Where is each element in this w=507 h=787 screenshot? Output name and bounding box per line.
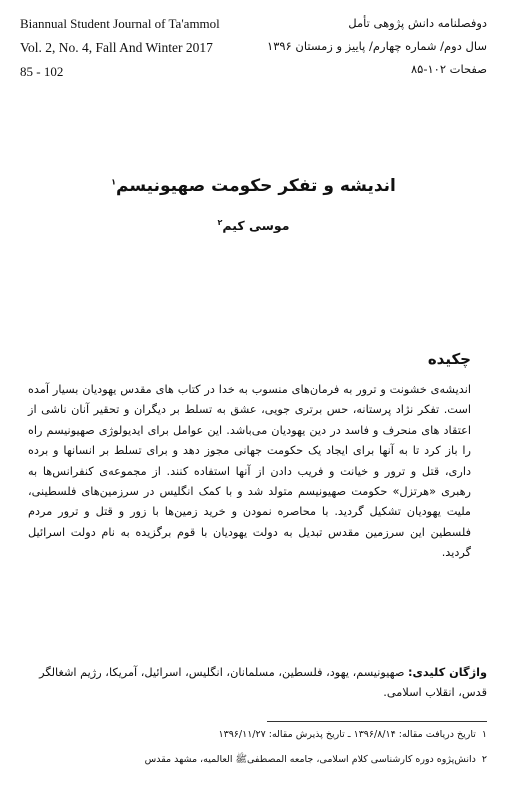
journal-name-fa: دوفصلنامه دانش پژوهی تأمل — [348, 16, 487, 30]
author-name-text: موسی کیم — [222, 218, 290, 234]
header-persian — [257, 14, 487, 78]
page-range-fa: صفحات ۱۰۲-۸۵ — [410, 62, 487, 76]
article-title — [0, 176, 507, 196]
footnote-2 — [24, 753, 487, 767]
abstract-heading: چکیده — [427, 350, 471, 368]
header-english — [20, 15, 260, 81]
author-name — [0, 218, 507, 233]
journal-name-en: Biannual Student Journal of Ta'ammol — [20, 16, 220, 31]
author-footnote-marker: ۲ — [217, 218, 223, 227]
abstract-body: اندیشه‌ی خشونت و ترور به فرمان‌های منسوب به خدا در کتاب های مقدس یهودیان بسیار آمده است. تفکر نژاد پرستانه، حس برتری جویی، عشق به تسلط بر دیگران و تحقیر آنان ناشی از اعتقاد های منحرف و فاسد در دین یهودیان می‌باشد. این عوامل برای ایدیولوژی صهیونیسم راه را باز کرد تا به آنها برای ایجاد یک حکومت جهانی مجوز دهد و برای تسلط بر انسانها و برده داری، قتل و ترور و خیانت و فریب دادن از آنها استفاده کنند. از مجموعه‌ی کنفرانس‌ها به رهبری «هرتزل» حکومت صهیونیسم متولد شد و با کمک انگلیس در سرزمین‌های فلسطینی، ملیت یهودیان تشکیل گردید. با محاصره نمودن و خرید زمین‌ها با زور و قتل و ترور مردم فلسطین این سرزمین مقدس تبدیل به دولت یهودیان با قوم برگزیده به نام دولت اسرائیل گردید. — [28, 383, 471, 560]
keywords-label: واژگان کلیدی: — [408, 666, 487, 679]
keywords — [24, 663, 487, 703]
keywords-text: صهیونیسم، یهود، فلسطین، مسلمانان، انگلیس، اسرائیل، آمریکا، رژیم اشغالگر قدس، انقلاب اسلامی. — [39, 666, 487, 699]
footnote-1 — [24, 729, 487, 740]
footnote-1-text: تاریخ دریافت مقاله: ۱۳۹۶/۸/۱۴ ـ تاریخ پذیرش مقاله: ۱۳۹۶/۱۱/۲۷ — [218, 729, 476, 740]
footnote-2-text: دانش‌پژوه دوره کارشناسی کلام اسلامی، جامعه المصطفیﷺ العالمیه، مشهد مقدس — [144, 754, 476, 765]
title-footnote-marker: ۱ — [111, 177, 116, 187]
footnote-divider — [267, 721, 487, 722]
article-title-text: اندیشه و تفکر حکومت صهیونیسم — [116, 176, 396, 196]
volume-info-en: Vol. 2, No. 4, Fall And Winter 2017 — [20, 40, 213, 55]
footnote-1-number: ۱ — [481, 729, 487, 740]
footnote-2-number: ۲ — [481, 754, 487, 765]
volume-info-fa: سال دوم/ شماره چهارم/ پاییز و زمستان ۱۳۹۶ — [267, 39, 487, 53]
page-range-en: 85 - 102 — [20, 64, 64, 79]
